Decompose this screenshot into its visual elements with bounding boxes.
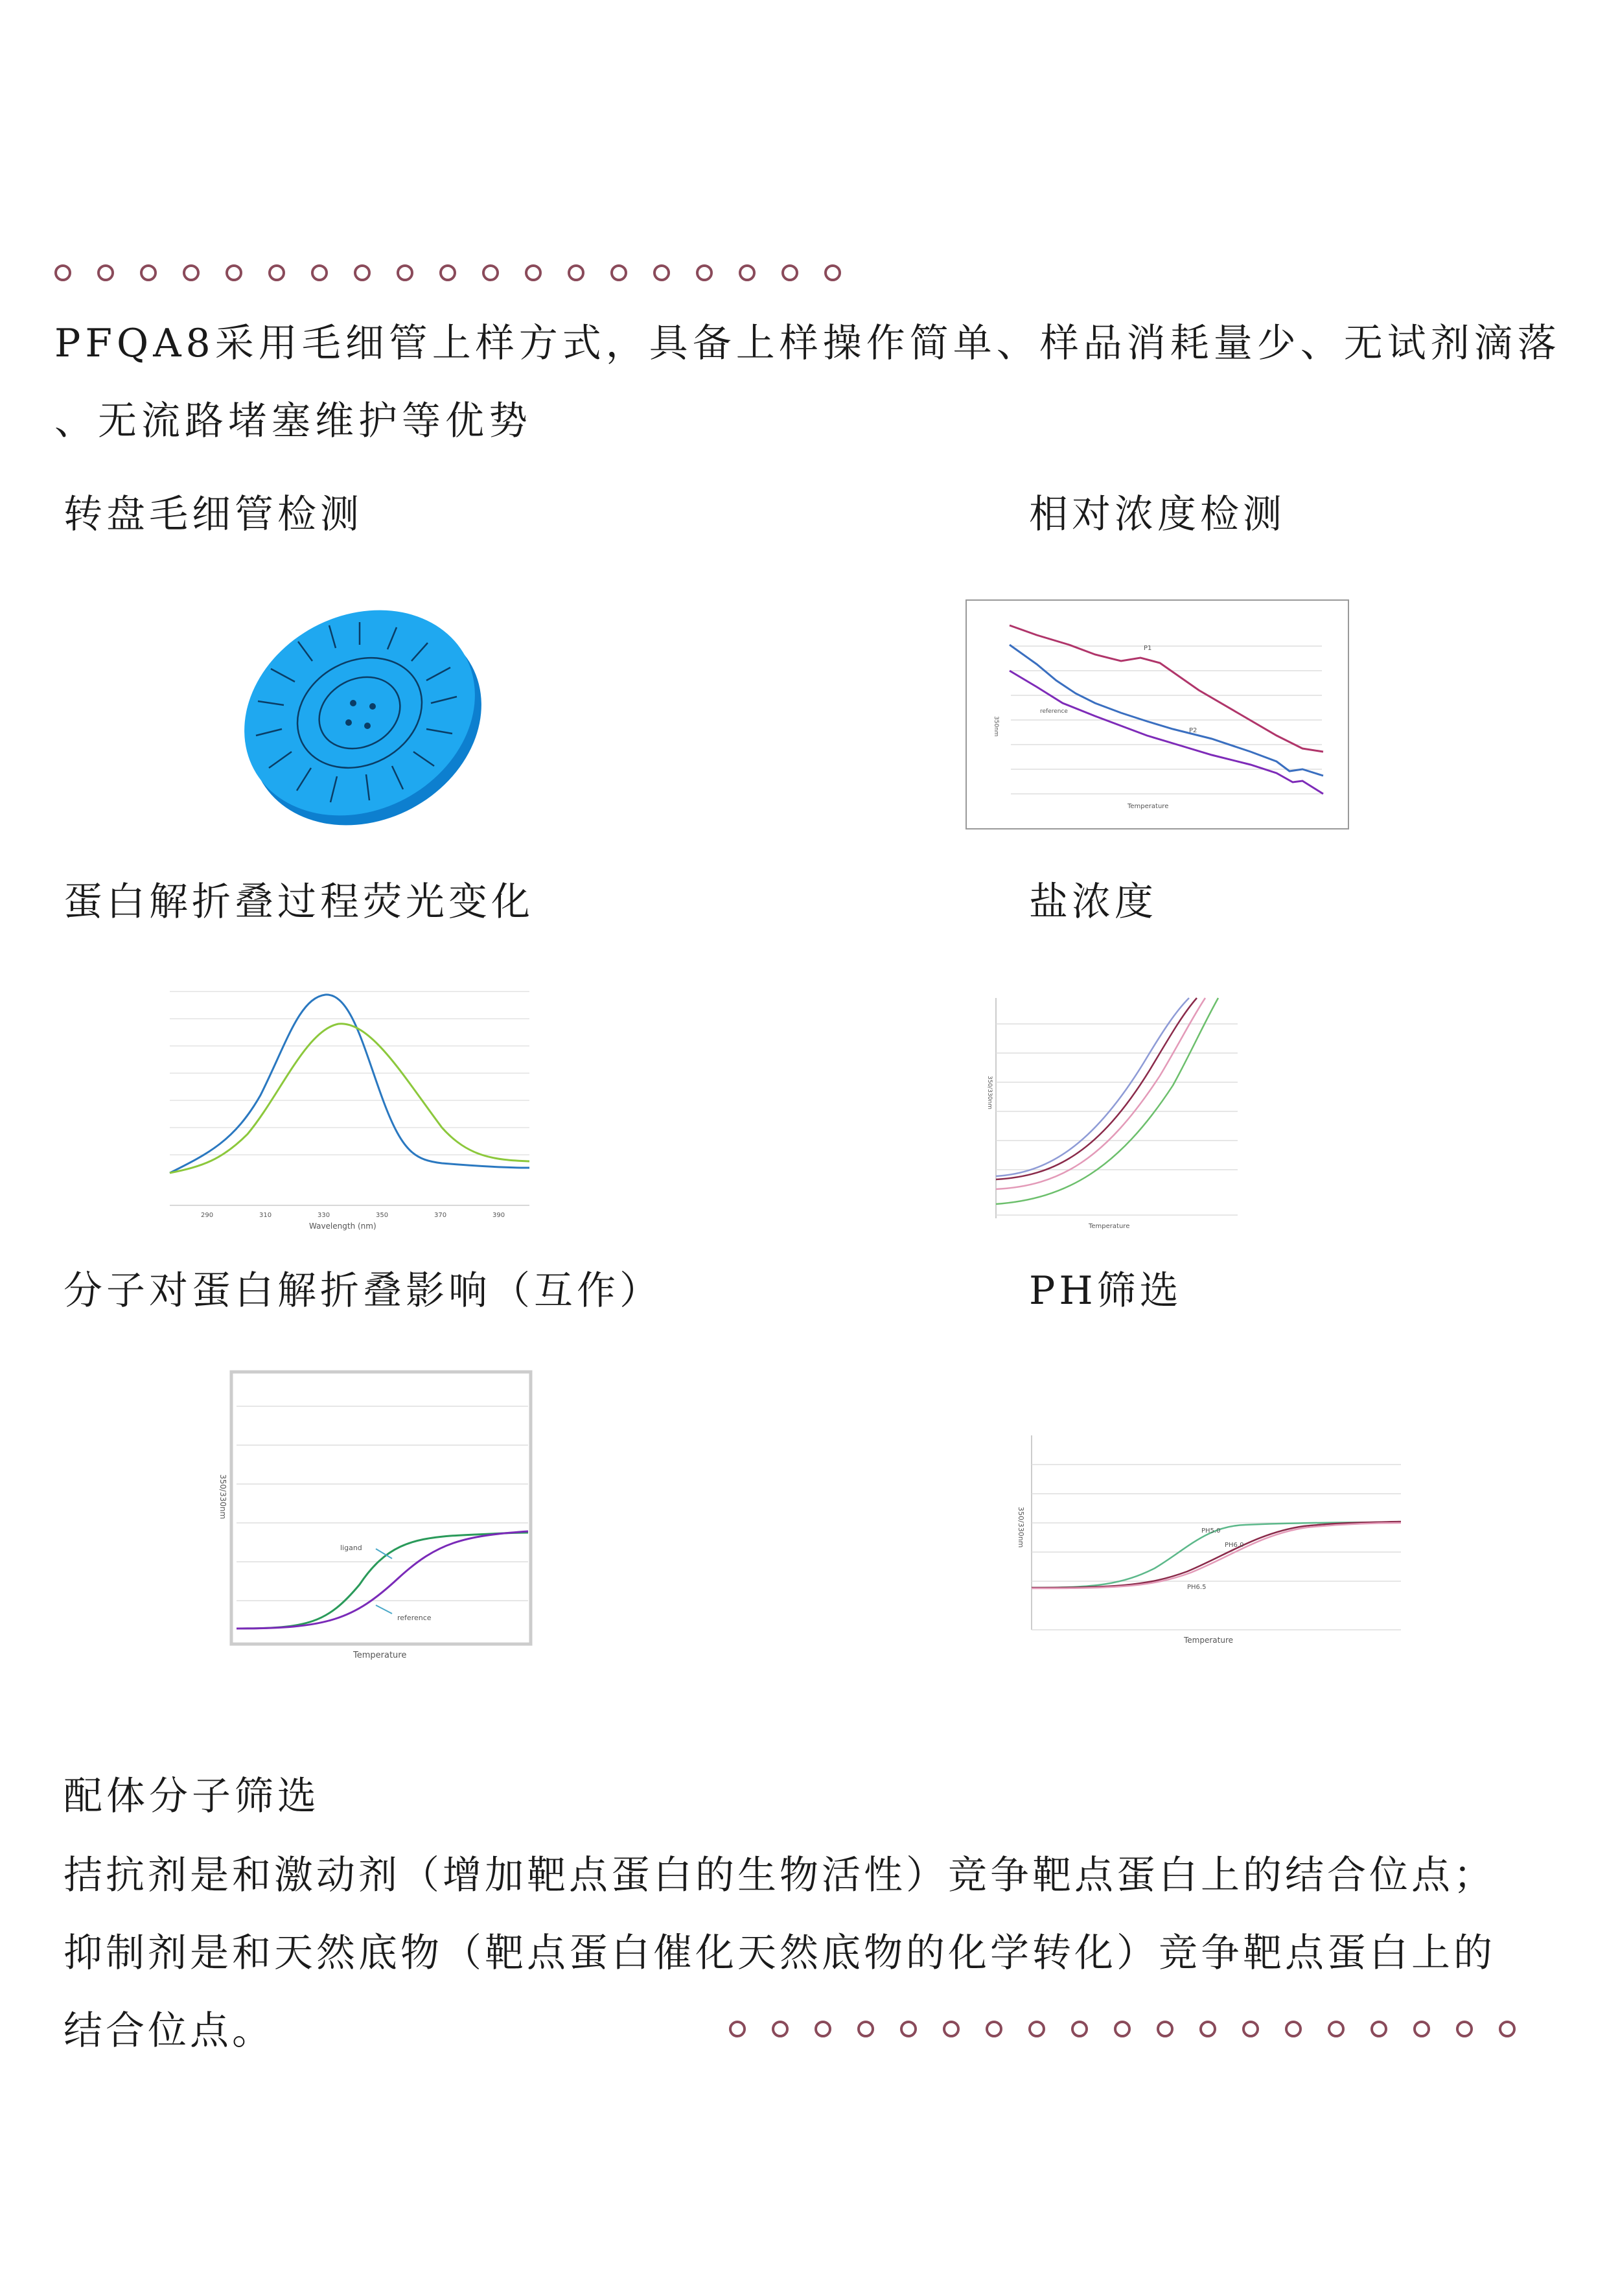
heading-salt: 盐浓度 — [1029, 879, 1157, 925]
svg-text:330: 330 — [318, 1212, 330, 1219]
svg-text:Temperature: Temperature — [353, 1651, 407, 1660]
molecule-chart-xlabel — [353, 1651, 406, 1660]
svg-text:290: 290 — [201, 1212, 214, 1219]
ph-chart-ph60-label — [1225, 1542, 1243, 1549]
relative-chart-xlabel — [1127, 803, 1168, 810]
fluor-ticks — [201, 1212, 505, 1219]
svg-text:350: 350 — [376, 1212, 389, 1219]
chart-molecule-interaction — [218, 1371, 538, 1662]
ph-chart-ph50-label — [1201, 1527, 1220, 1535]
chart-relative-concentration — [965, 599, 1349, 829]
ligand-line-2: 抑制剂是和天然底物（靶点蛋白催化天然底物的化学转化）竞争靶点蛋白上的 — [64, 1931, 1496, 1976]
molecule-chart-reference-label — [397, 1614, 432, 1622]
relative-chart-ylabel — [993, 716, 999, 737]
salt-chart-ylabel — [986, 1076, 993, 1109]
svg-text:350/330nm: 350/330nm — [1017, 1507, 1025, 1548]
svg-text:P1: P1 — [1144, 645, 1152, 652]
molecule-chart-ylabel — [218, 1474, 227, 1519]
svg-text:390: 390 — [492, 1212, 505, 1219]
intro-paragraph — [54, 305, 1561, 460]
ph-chart-xlabel — [1183, 1636, 1233, 1645]
svg-text:310: 310 — [259, 1212, 272, 1219]
heading-relative-conc: 相对浓度检测 — [1029, 492, 1286, 537]
bottom-dot-divider — [729, 2021, 1542, 2037]
chart-ph-screening — [1017, 1435, 1404, 1649]
ligand-line-1: 拮抗剂是和激动剂（增加靶点蛋白的生物活性）竞争靶点蛋白上的结合位点； — [64, 1853, 1496, 1898]
svg-text:350/330nm: 350/330nm — [218, 1474, 227, 1520]
svg-text:Temperature: Temperature — [1089, 1223, 1130, 1230]
chart-salt-concentration — [986, 998, 1241, 1231]
top-dot-divider — [54, 264, 867, 281]
ligand-line-3: 结合位点。 — [64, 2008, 274, 2054]
relative-chart-p1-label — [1144, 645, 1151, 652]
intro-line-1: PFQA8采用毛细管上样方式，具备上样操作简单、样品消耗量少、无试剂滴落 — [54, 321, 1561, 366]
svg-text:Temperature: Temperature — [1127, 803, 1169, 810]
ph-chart-ph65-label — [1187, 1584, 1206, 1591]
heading-fluorescence: 蛋白解折叠过程荧光变化 — [64, 879, 534, 925]
chart-fluorescence-unfolding — [170, 985, 533, 1231]
heading-ph: PH筛选 — [1029, 1268, 1183, 1314]
svg-text:ligand: ligand — [340, 1544, 362, 1552]
ligand-title: 配体分子筛选 — [64, 1774, 320, 1819]
heading-turntable: 转盘毛细管检测 — [64, 492, 363, 537]
svg-text:reference: reference — [397, 1614, 432, 1622]
salt-chart-xlabel — [1088, 1223, 1129, 1230]
svg-text:Wavelength (nm): Wavelength (nm) — [309, 1222, 376, 1231]
ph-chart-ylabel — [1017, 1507, 1025, 1548]
svg-text:350nm: 350nm — [993, 716, 999, 737]
turntable-capillary-disk — [233, 596, 492, 836]
svg-text:PH6.0: PH6.0 — [1225, 1542, 1244, 1549]
fluor-chart-xlabel — [309, 1222, 376, 1231]
svg-text:P2: P2 — [1189, 727, 1197, 734]
molecule-chart-ligand-label — [340, 1544, 362, 1552]
relative-chart-reference-label — [1040, 708, 1068, 715]
svg-text:370: 370 — [434, 1212, 447, 1219]
svg-text:350/330nm: 350/330nm — [986, 1076, 993, 1109]
heading-molecule: 分子对蛋白解折叠影响（互作） — [64, 1268, 662, 1314]
svg-text:Temperature: Temperature — [1184, 1636, 1234, 1645]
svg-text:PH5.0: PH5.0 — [1201, 1527, 1221, 1535]
intro-line-2: 、无流路堵塞维护等优势 — [54, 399, 532, 444]
svg-text:PH6.5: PH6.5 — [1187, 1584, 1207, 1591]
svg-text:reference: reference — [1040, 708, 1068, 715]
relative-chart-p2-label — [1189, 727, 1197, 734]
